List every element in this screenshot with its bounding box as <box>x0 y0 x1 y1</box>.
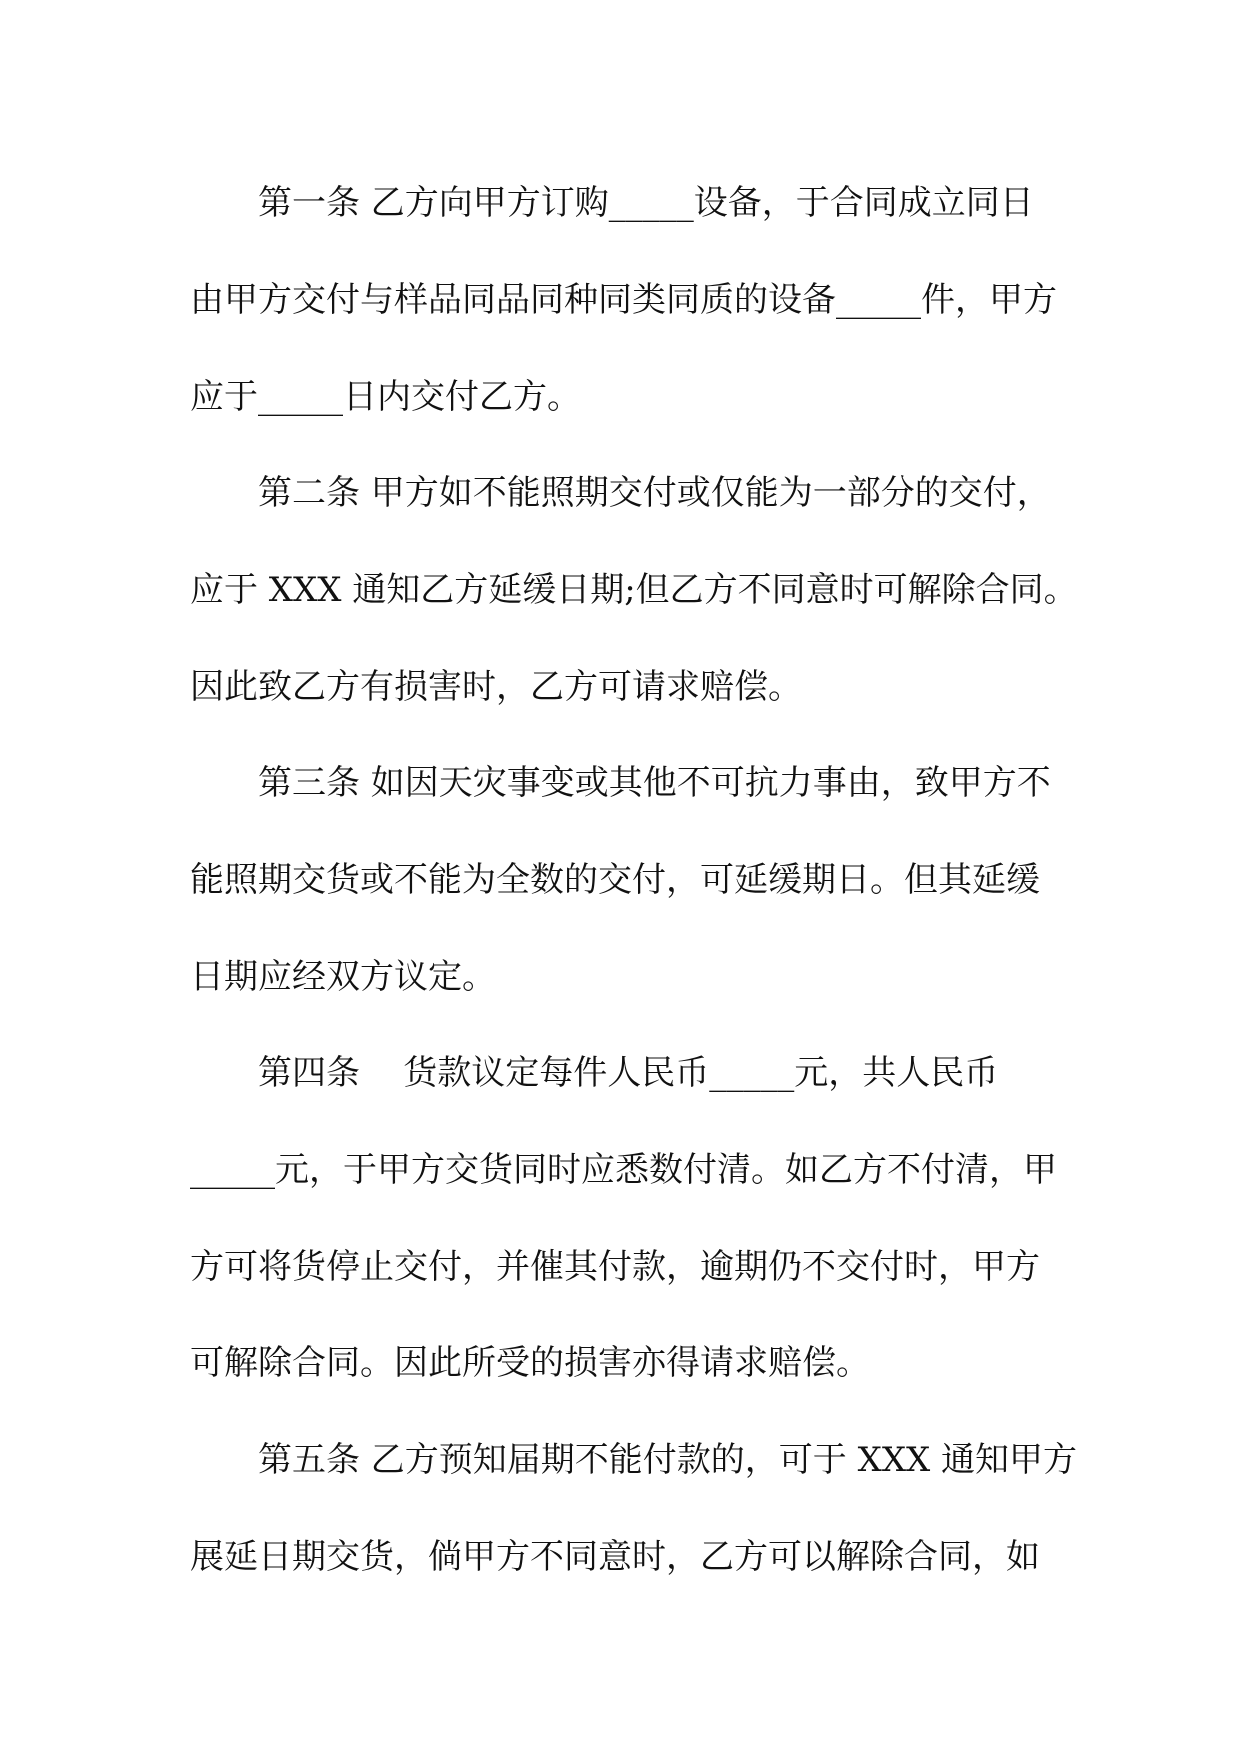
article-4-line-2: _____元，于甲方交货同时应悉数付清。如乙方不付清，甲 <box>190 1150 1057 1190</box>
article-4-line-1: 第四条 货款议定每件人民币_____元，共人民币 <box>258 1053 999 1093</box>
article-3-line-2: 能照期交货或不能为全数的交付，可延缓期日。但其延缓 <box>190 860 1040 900</box>
article-2-line-2: 应于 XXX 通知乙方延缓日期;但乙方不同意时可解除合同。 <box>190 570 1078 610</box>
article-1-line-2: 由甲方交付与样品同品同种同类同质的设备_____件，甲方 <box>190 280 1057 320</box>
article-1-line-3: 应于_____日内交付乙方。 <box>190 377 581 417</box>
article-1-line-1: 第一条 乙方向甲方订购_____设备，于合同成立同日 <box>258 183 1034 223</box>
article-3-line-3: 日期应经双方议定。 <box>190 957 496 997</box>
article-4-line-4: 可解除合同。因此所受的损害亦得请求赔偿。 <box>190 1343 870 1383</box>
article-5-line-2: 展延日期交货，倘甲方不同意时，乙方可以解除合同，如 <box>190 1537 1040 1577</box>
article-3-line-1: 第三条 如因天灾事变或其他不可抗力事由，致甲方不 <box>258 763 1051 803</box>
article-4-line-3: 方可将货停止交付，并催其付款，逾期仍不交付时，甲方 <box>190 1247 1040 1287</box>
article-5-line-1: 第五条 乙方预知届期不能付款的，可于 XXX 通知甲方 <box>258 1440 1078 1480</box>
article-2-line-3: 因此致乙方有损害时，乙方可请求赔偿。 <box>190 667 802 707</box>
article-2-line-1: 第二条 甲方如不能照期交付或仅能为一部分的交付， <box>258 473 1051 513</box>
